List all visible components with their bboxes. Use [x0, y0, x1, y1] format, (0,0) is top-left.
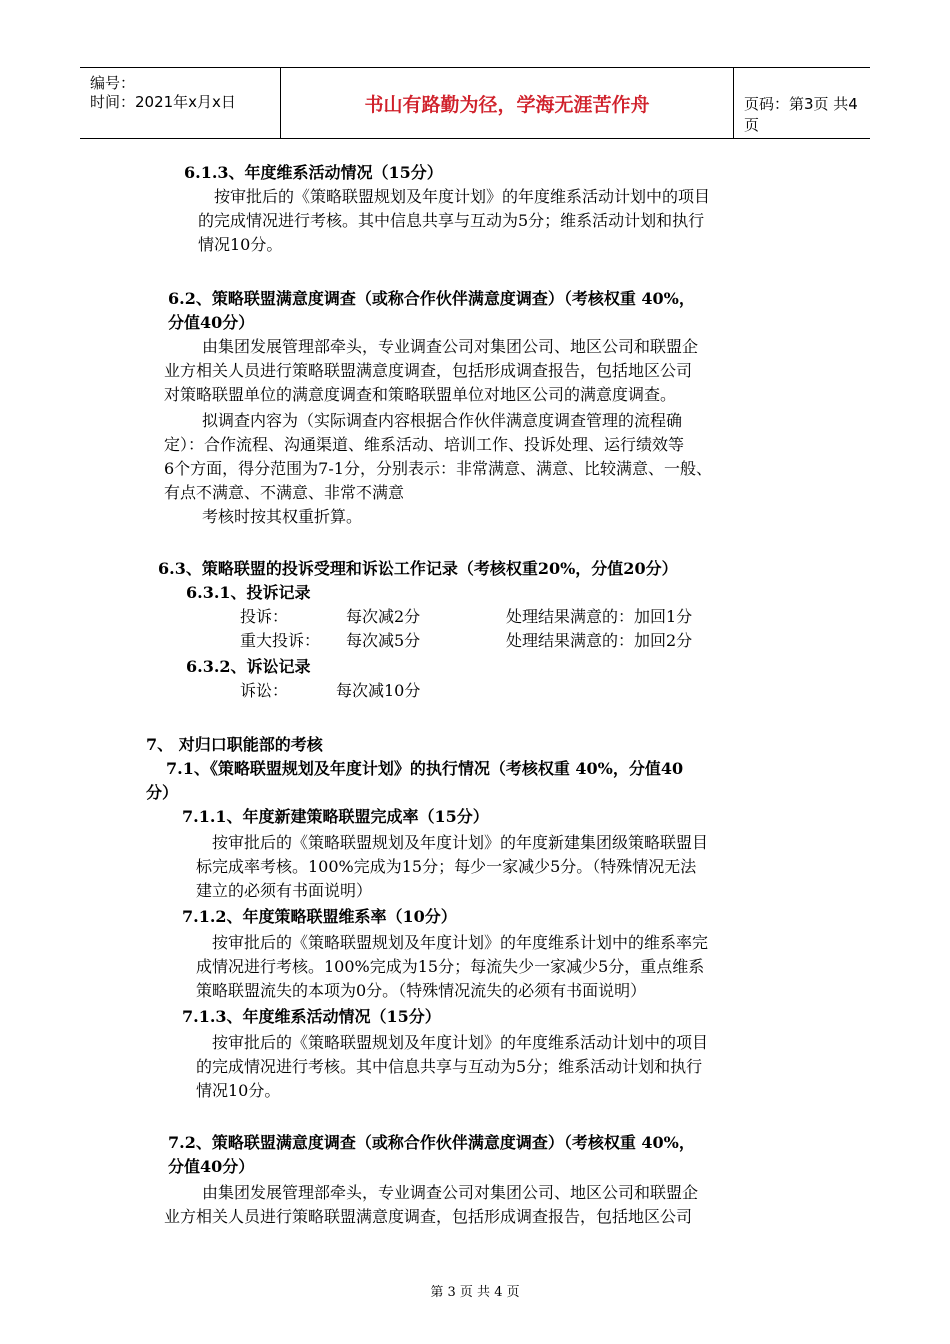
complaint-label: 投诉： — [240, 607, 289, 626]
paragraph-line: 策略联盟流失的本项为0分。（特殊情况流失的必须有书面说明） — [196, 981, 647, 1000]
paragraph-line: 业方相关人员进行策略联盟满意度调查，包括形成调查报告，包括地区公司 — [164, 1207, 693, 1226]
paragraph-line: 标完成率考核。100%完成为15分；每少一家减少5分。（特殊情况无法 — [196, 857, 697, 876]
paragraph-line: 由集团发展管理部牵头，专业调查公司对集团公司、地区公司和联盟企 — [202, 337, 699, 356]
code-label: 编号： — [90, 74, 136, 92]
paragraph-line: 按审批后的《策略联盟规划及年度计划》的年度维系计划中的维系率完 — [212, 933, 709, 952]
complaint-bonus: 处理结果满意的：加回1分 — [506, 607, 693, 626]
paragraph-line: 业方相关人员进行策略联盟满意度调查，包括形成调查报告，包括地区公司 — [164, 361, 693, 380]
paragraph-line: 6个方面，得分范围为7-1分，分别表示：非常满意、满意、比较满意、一般、 — [164, 459, 712, 478]
heading-7-1: 7.1、《策略联盟规划及年度计划》的执行情况（考核权重 40%，分值40 — [166, 759, 684, 778]
motto: 书山有路勤为径，学海无涯苦作舟 — [364, 94, 650, 116]
header-motto-cell — [281, 68, 734, 138]
paragraph-line: 情况10分。 — [198, 235, 283, 254]
page-header — [80, 67, 870, 139]
heading-6-2: 6.2、策略联盟满意度调查（或称合作伙伴满意度调查）（考核权重 40%， — [168, 289, 695, 308]
heading-7-1-3: 7.1.3、年度维系活动情况（15分） — [182, 1007, 441, 1026]
paragraph-line: 由集团发展管理部牵头，专业调查公司对集团公司、地区公司和联盟企 — [202, 1183, 699, 1202]
major-complaint-label: 重大投诉： — [240, 631, 321, 650]
paragraph-line: 按审批后的《策略联盟规划及年度计划》的年度新建集团级策略联盟目 — [212, 833, 709, 852]
paragraph-line: 按审批后的《策略联盟规划及年度计划》的年度维系活动计划中的项目 — [212, 1033, 709, 1052]
paragraph-line: 成情况进行考核。100%完成为15分；每流失少一家减少5分，重点维系 — [196, 957, 705, 976]
heading-6-1-3: 6.1.3、年度维系活动情况（15分） — [184, 163, 443, 182]
paragraph-line: 按审批后的《策略联盟规划及年度计划》的年度维系活动计划中的项目 — [214, 187, 711, 206]
page-number-label: 页码：第3页 共4页 — [744, 95, 858, 134]
paragraph-line: 对策略联盟单位的满意度调查和策略联盟单位对地区公司的满意度调查。 — [164, 385, 677, 404]
heading-6-3-2: 6.3.2、诉讼记录 — [186, 657, 311, 676]
paragraph-line: 的完成情况进行考核。其中信息共享与互动为5分；维系活动计划和执行 — [198, 211, 705, 230]
heading-6-2-cont: 分值40分） — [168, 313, 255, 332]
heading-6-3-1: 6.3.1、投诉记录 — [186, 583, 311, 602]
header-info-cell — [80, 68, 281, 138]
paragraph-line: 情况10分。 — [196, 1081, 281, 1100]
heading-7-1-2: 7.1.2、年度策略联盟维系率（10分） — [182, 907, 457, 926]
header-page-cell — [734, 68, 870, 138]
paragraph-line: 考核时按其权重折算。 — [202, 507, 363, 526]
heading-7-2-cont: 分值40分） — [168, 1157, 255, 1176]
paragraph-line: 定）：合作流程、沟通渠道、维系活动、培训工作、投诉处理、运行绩效等 — [164, 435, 685, 454]
major-complaint-deduction: 每次减5分 — [346, 631, 421, 650]
page-footer: 第 3 页 共 4 页 — [430, 1285, 520, 1300]
major-complaint-bonus: 处理结果满意的：加回2分 — [506, 631, 693, 650]
heading-6-3: 6.3、策略联盟的投诉受理和诉讼工作记录（考核权重20%，分值20分） — [158, 559, 678, 578]
complaint-deduction: 每次减2分 — [346, 607, 421, 626]
paragraph-line: 有点不满意、不满意、非常不满意 — [164, 483, 405, 502]
heading-7: 7、 对归口职能部的考核 — [146, 735, 323, 754]
lawsuit-label: 诉讼： — [240, 681, 289, 700]
lawsuit-deduction: 每次减10分 — [336, 681, 421, 700]
paragraph-line: 建立的必须有书面说明） — [196, 881, 373, 900]
time-label: 时间：2021年x月x日 — [90, 93, 236, 111]
heading-7-2: 7.2、策略联盟满意度调查（或称合作伙伴满意度调查）（考核权重 40%， — [168, 1133, 695, 1152]
heading-7-1-1: 7.1.1、年度新建策略联盟完成率（15分） — [182, 807, 489, 826]
heading-7-1-cont: 分） — [146, 783, 179, 802]
paragraph-line: 的完成情况进行考核。其中信息共享与互动为5分；维系活动计划和执行 — [196, 1057, 703, 1076]
paragraph-line: 拟调查内容为（实际调查内容根据合作伙伴满意度调查管理的流程确 — [202, 411, 683, 430]
